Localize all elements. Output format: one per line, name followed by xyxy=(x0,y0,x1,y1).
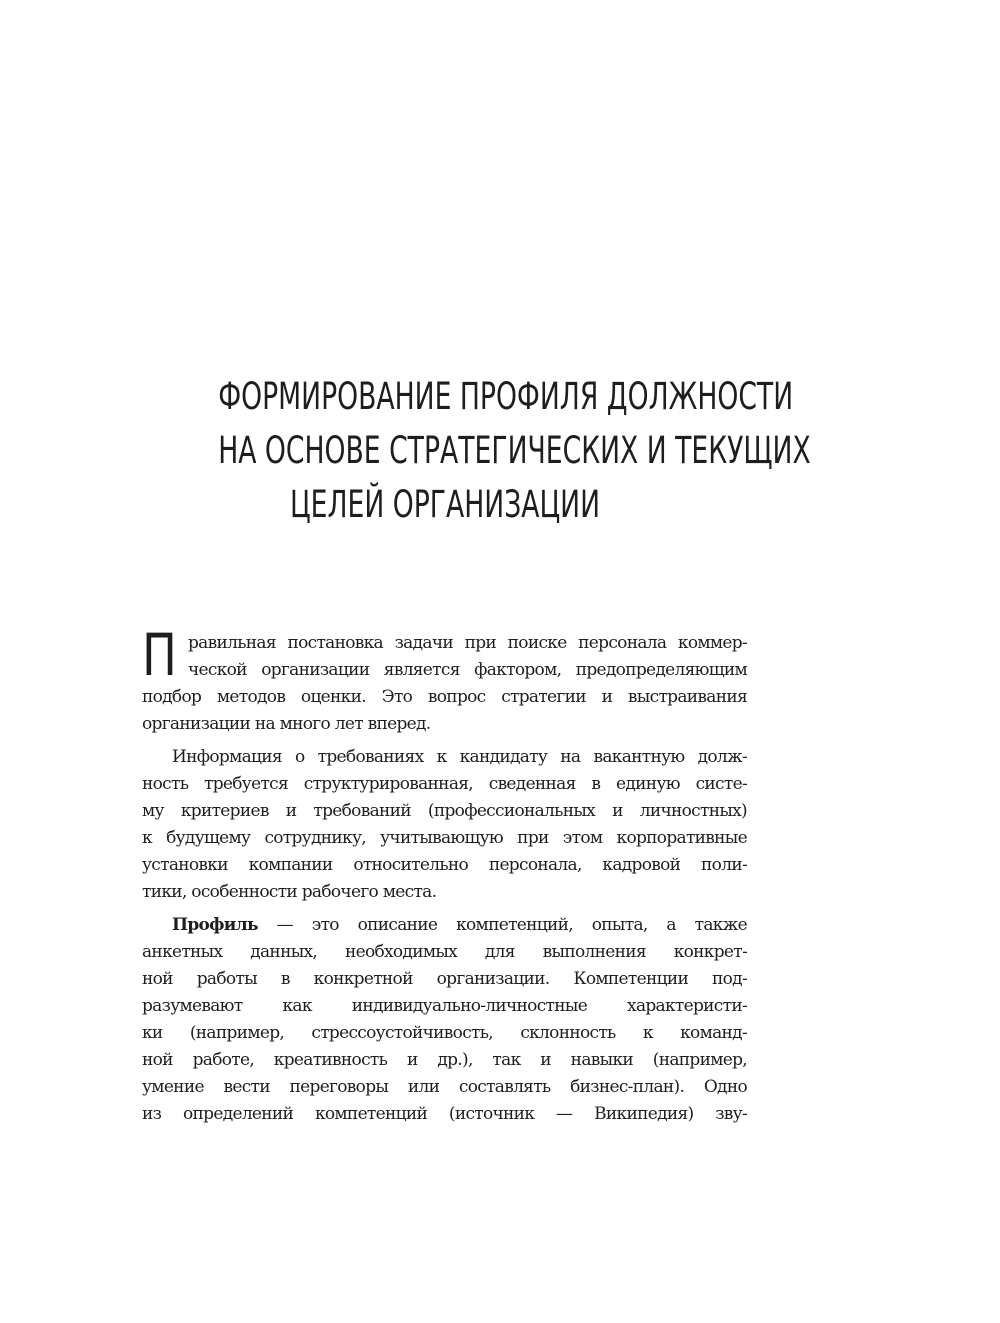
paragraph-line: тики, особенности рабочего места. xyxy=(142,882,437,902)
chapter-title-line: НА ОСНОВЕ СТРАТЕГИЧЕСКИХ И ТЕКУЩИХ xyxy=(218,429,811,472)
paragraph-line: ной работе, креативность и др.), так и навыки (например, xyxy=(142,1050,747,1070)
paragraph-line: разумевают как индивидуально-личностные характеристи- xyxy=(142,996,747,1016)
paragraph-line: к будущему сотруднику, учитывающую при этом корпоративные xyxy=(142,828,747,848)
paragraph-line xyxy=(142,912,747,939)
paragraph-line: ческой организации является фактором, предопределяющим xyxy=(188,660,747,680)
chapter-title xyxy=(218,370,811,532)
chapter-title-line: ФОРМИРОВАНИЕ ПРОФИЛЯ ДОЛЖНОСТИ xyxy=(218,375,794,418)
paragraph-line: равильная постановка задачи при поиске персонала коммер- xyxy=(188,633,747,653)
paragraph-line: Информация о требованиях к кандидату на вакантную долж- xyxy=(172,747,747,767)
paragraph-line: умение вести переговоры или составлять бизнес-план). Одно xyxy=(142,1077,747,1097)
body-text xyxy=(142,621,747,1128)
chapter-title-line: ЦЕЛЕЙ ОРГАНИЗАЦИИ xyxy=(289,483,601,526)
drop-cap: П xyxy=(142,621,177,689)
paragraph-line: подбор методов оценки. Это вопрос стратегии и выстраивания xyxy=(142,687,747,707)
paragraph-line: анкетных данных, необходимых для выполнения конкрет- xyxy=(142,942,747,962)
paragraph-line: ность требуется структурированная, сведенная в единую систе- xyxy=(142,774,747,794)
paragraph-line: организации на много лет вперед. xyxy=(142,714,431,734)
paragraph-line: ки (например, стрессоустойчивость, склонность к команд- xyxy=(142,1023,747,1043)
paragraph-line: му критериев и требований (профессиональных и личностных) xyxy=(142,801,747,821)
paragraph-line: ной работы в конкретной организации. Компетенции под- xyxy=(142,969,747,989)
paragraph-line: установки компании относительно персонала, кадровой поли- xyxy=(142,855,747,875)
paragraph-line: из определений компетенций (источник — Википедия) зву- xyxy=(142,1104,747,1124)
term-profile: Профиль xyxy=(172,915,258,935)
paragraph-line-rest: — это описание компетенций, опыта, а также xyxy=(257,915,747,935)
